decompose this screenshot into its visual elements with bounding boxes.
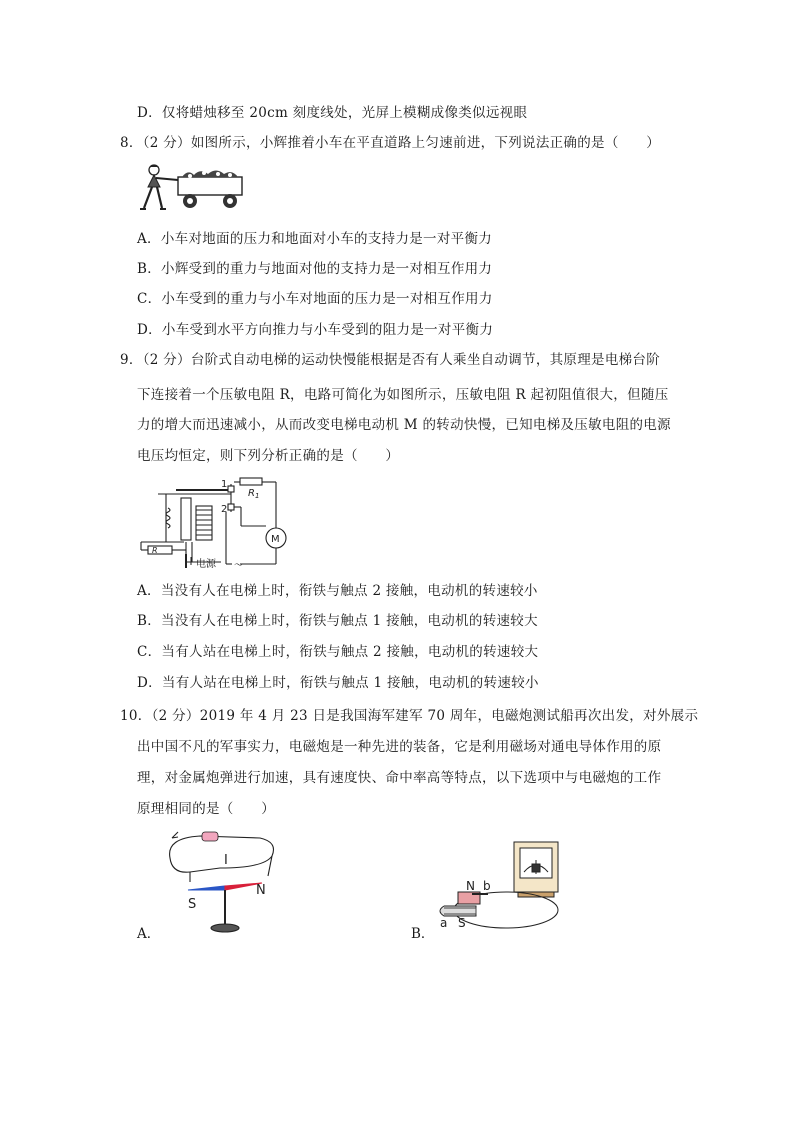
q9-contact-2-label: 2 xyxy=(221,504,228,515)
q9-contact-1-label: 1 xyxy=(221,479,228,490)
q10-fig-b-south-label: S xyxy=(458,916,466,930)
q8-option-a: A．小车对地面的压力和地面对小车的支持力是一对平衡力 xyxy=(137,231,493,247)
q9-option-a: A．当没有人在电梯上时，衔铁与触点 2 接触，电动机的转速较小 xyxy=(137,583,538,599)
q10-stem-line-2: 出中国不凡的军事实力，电磁炮是一种先进的装备，它是利用磁场对通电导体作用的原 xyxy=(137,739,662,755)
q9-figure-elevator-circuit xyxy=(136,472,296,572)
q8-option-c: C．小车受到的重力与小车对地面的压力是一对相互作用力 xyxy=(137,291,493,307)
q10-figure-a-oersted xyxy=(160,828,280,936)
q9-ac-label: ～ xyxy=(234,561,244,571)
q9-motor-label: M xyxy=(271,534,280,545)
q9-stem-line-2: 下连接着一个压敏电阻 R，电路可简化为如图所示，压敏电阻 R 起初阻值很大，但随压 xyxy=(137,387,669,403)
q9-stem-line-4: 电压均恒定，则下列分析正确的是（ ） xyxy=(137,448,400,464)
q8-stem: 8．（2 分）如图所示，小辉推着小车在平直道路上匀速前进，下列说法正确的是（ ） xyxy=(120,135,661,151)
q10-stem-line-4: 原理相同的是（ ） xyxy=(137,801,275,817)
q9-option-d: D．当有人站在电梯上时，衔铁与触点 1 接触，电动机的转速较小 xyxy=(137,675,539,691)
q10-figure-b-galvanometer xyxy=(436,836,571,932)
q8-figure-boy-pushing-cart xyxy=(138,163,248,215)
q9-stem-line-3: 力的增大而迅速减小，从而改变电梯电动机 M 的转动快慢，已知电梯及压敏电阻的电源 xyxy=(137,417,671,433)
q10-option-a-label: A． xyxy=(137,926,161,942)
q9-r-label: R xyxy=(152,546,158,555)
q10-fig-a-current-label: I xyxy=(224,853,228,868)
q7-option-d: D．仅将蜡烛移至 20cm 刻度线处，光屏上模糊成像类似远视眼 xyxy=(137,105,528,121)
q9-r1-label: $R_1$ xyxy=(248,488,260,500)
q9-stem-line-1: 9．（2 分）台阶式自动电梯的运动快慢能根据是否有人乘坐自动调节，其原理是电梯台阶 xyxy=(120,352,661,368)
q10-fig-b-north-label: N xyxy=(466,879,475,893)
q9-option-b: B．当没有人在电梯上时，衔铁与触点 1 接触，电动机的转速较大 xyxy=(137,613,538,629)
q10-fig-b-a-label: a xyxy=(440,916,448,930)
q9-power-label: 电源 xyxy=(196,559,216,570)
q10-stem-line-1: 10．（2 分）2019 年 4 月 23 日是我国海军建军 70 周年，电磁炮测试船再次出发，对外展示 xyxy=(120,708,699,724)
q8-option-d: D．小车受到水平方向推力与小车受到的阻力是一对平衡力 xyxy=(137,322,494,338)
q10-option-b-label: B． xyxy=(411,926,435,942)
q10-fig-b-b-label: b xyxy=(483,879,491,893)
q9-option-c: C．当有人站在电梯上时，衔铁与触点 2 接触，电动机的转速较大 xyxy=(137,644,539,660)
q10-fig-a-north-label: N xyxy=(256,883,266,898)
q10-fig-a-south-label: S xyxy=(188,897,197,912)
q10-stem-line-3: 理，对金属炮弹进行加速，具有速度快、命中率高等特点，以下选项中与电磁炮的工作 xyxy=(137,770,662,786)
q8-option-b: B．小辉受到的重力与地面对他的支持力是一对相互作用力 xyxy=(137,261,493,277)
